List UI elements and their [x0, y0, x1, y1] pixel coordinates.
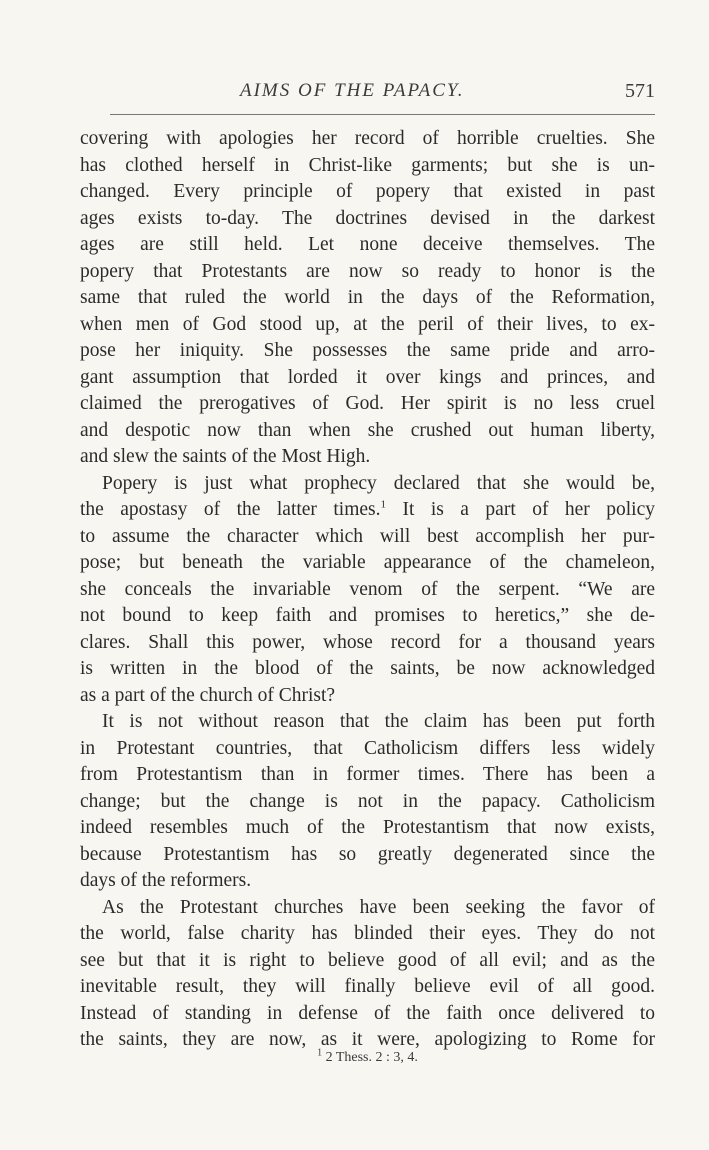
body-text [80, 126, 655, 1054]
text-line: It is not without reason that the claim has been put forth [102, 711, 655, 732]
text-line: As the Protestant churches have been seeking the favor of [102, 896, 655, 918]
text-line: pose; but beneath the variable appearance of the chameleon, [80, 552, 655, 573]
header-rule [110, 114, 655, 115]
paragraph [80, 126, 655, 471]
text-line: is written in the blood of the saints, be now acknowledged [80, 658, 655, 679]
paragraph [80, 709, 655, 895]
text-line: change; but the change is not in the papacy. Catholicism [80, 790, 655, 812]
paragraph [80, 471, 655, 710]
text-line: ages are still held. Let none deceive themselves. The [80, 234, 655, 255]
text-line [80, 497, 655, 524]
text-line: Popery is just what prophecy declared that she would be, [102, 472, 655, 494]
text-line: pose her iniquity. She possesses the same pride and arro- [80, 340, 655, 361]
text-line: in Protestant countries, that Catholicism differs less widely [80, 737, 655, 759]
running-title: AIMS OF THE PAPACY. [240, 80, 465, 101]
text-line: to assume the character which will best accomplish her pur- [80, 525, 655, 547]
text-line: see but that it is right to believe good of all evil; and as the [80, 949, 655, 971]
text-line: indeed resembles much of the Protestantism that now exists, [80, 817, 655, 838]
text-segment: It is a part of her policy [386, 499, 655, 520]
text-line: and despotic now than when she crushed out human liberty, [80, 419, 655, 441]
text-line: same that ruled the world in the days of the Reformation, [80, 287, 655, 308]
text-line: popery that Protestants are now so ready to honor is the [80, 260, 655, 282]
text-line: claimed the prerogatives of God. Her spirit is no less cruel [80, 393, 655, 414]
text-line: and slew the saints of the Most High. [80, 446, 371, 467]
text-line: days of the reformers. [80, 870, 252, 891]
text-line: because Protestantism has so greatly degenerated since the [80, 843, 655, 865]
text-line: inevitable result, they will finally believe evil of all good. [80, 976, 655, 997]
text-line: she conceals the invariable venom of the serpent. “We are [80, 578, 655, 600]
book-page [80, 0, 655, 1150]
footnote-marker: 1 [317, 1047, 323, 1059]
text-segment: the apostasy of the latter times. [80, 499, 381, 520]
text-line: has clothed herself in Christ-like garments; but she is un- [80, 154, 655, 176]
text-line: covering with apologies her record of horrible cruelties. She [80, 128, 655, 149]
text-line: gant assumption that lorded it over kings and princes, and [80, 366, 655, 388]
text-line: changed. Every principle of popery that existed in past [80, 181, 655, 202]
text-line: the world, false charity has blinded their eyes. They do not [80, 923, 655, 944]
text-line: clares. Shall this power, whose record for a thousand years [80, 631, 655, 653]
text-line: from Protestantism than in former times. There has been a [80, 764, 655, 785]
text-line: not bound to keep faith and promises to heretics,” she de- [80, 605, 655, 626]
footnote-text: 2 Thess. 2 : 3, 4. [322, 1050, 418, 1065]
text-line: as a part of the church of Christ? [80, 684, 336, 706]
text-line: when men of God stood up, at the peril of their lives, to ex- [80, 313, 655, 335]
page-header [80, 74, 655, 114]
footnote [80, 1047, 655, 1066]
paragraph [80, 895, 655, 1054]
text-line: the saints, they are now, as it were, apologizing to Rome for [80, 1029, 655, 1050]
text-line: ages exists to-day. The doctrines devised in the darkest [80, 207, 655, 229]
text-line: Instead of standing in defense of the faith once delivered to [80, 1002, 655, 1024]
page-number: 571 [625, 80, 655, 102]
footnote-reference: 1 [380, 498, 387, 511]
